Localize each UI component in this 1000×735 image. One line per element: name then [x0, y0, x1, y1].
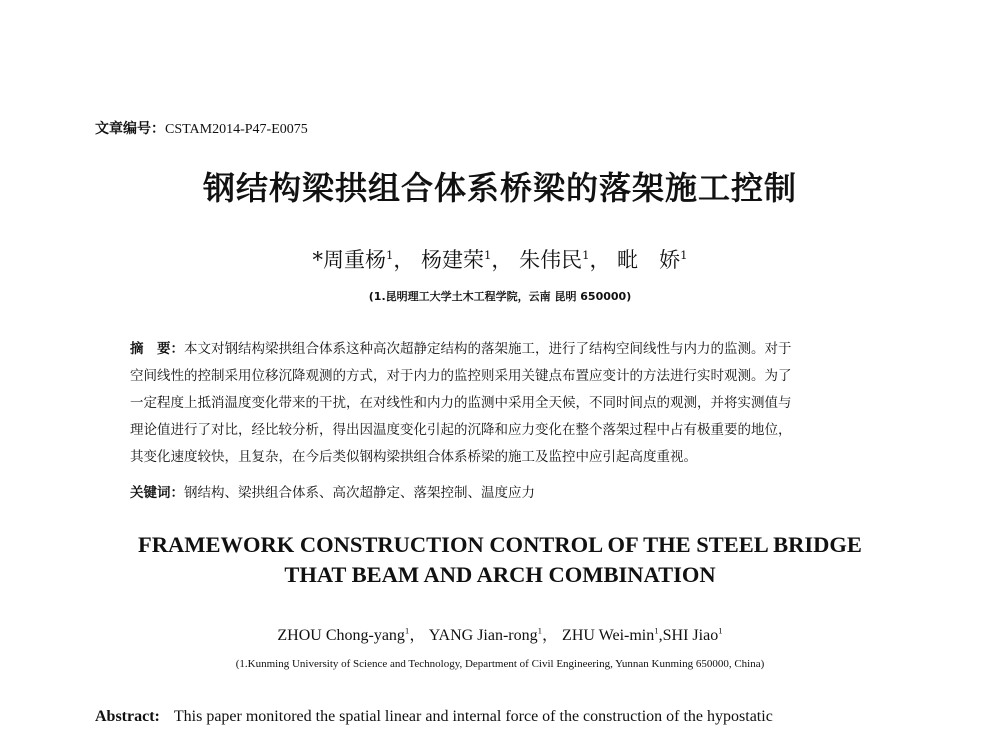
abstract-cn-line: 空间线性的控制采用位移沉降观测的方式，对于内力的监控则采用关键点布置应变计的方法进行实时观测。为了 — [130, 368, 792, 384]
abstract-cn-label: 摘 要： — [130, 341, 184, 357]
author-en: YANG Jian-rong — [428, 627, 538, 644]
author-cn: *周重杨 — [312, 248, 386, 272]
author-separator: ， — [393, 248, 415, 272]
abstract-en-label: Abstract: — [95, 708, 160, 725]
authors-cn — [0, 244, 1000, 274]
author-affiliation-mark: 1 — [404, 625, 410, 636]
keywords-label: 关键词： — [130, 485, 184, 501]
author-affiliation-mark: 1 — [582, 248, 590, 262]
abstract-cn — [130, 336, 885, 471]
paper-title-en-line: THAT BEAM AND ARCH COMBINATION — [284, 562, 716, 587]
author-affiliation-mark: 1 — [654, 625, 659, 636]
author-affiliation-mark: 1 — [680, 248, 688, 262]
author-cn: 朱伟民 — [519, 248, 583, 272]
author-en: ZHU Wei-min — [562, 627, 655, 644]
author-en: ZHOU Chong-yang — [277, 627, 405, 644]
author-separator: ， — [491, 248, 513, 272]
abstract-cn-line: 其变化速度较快，且复杂，在今后类似钢构梁拱组合体系桥梁的施工及监控中应引起高度重视。 — [130, 449, 697, 465]
article-number-value: CSTAM2014-P47-E0075 — [165, 122, 308, 137]
author-separator: ， — [409, 627, 426, 644]
paper-title-en — [0, 530, 1000, 590]
abstract-cn-line — [130, 336, 885, 363]
author-affiliation-mark: 1 — [484, 248, 492, 262]
keywords-value: 钢结构、梁拱组合体系、高次超静定、落架控制、温度应力 — [184, 485, 535, 501]
abstract-cn-line: 理论值进行了对比，经比较分析，得出因温度变化引起的沉降和应力变化在整个落架过程中占有极重要的地位， — [130, 422, 792, 438]
paper-title-en-line: FRAMEWORK CONSTRUCTION CONTROL OF THE STEEL BRIDGE — [138, 532, 862, 557]
paper-title-cn: 钢结构梁拱组合体系桥梁的落架施工控制 — [202, 169, 797, 207]
abstract-en — [95, 708, 915, 726]
author-affiliation-mark: 1 — [537, 625, 543, 636]
affiliation-cn: (1.昆明理工大学土木工程学院，云南 昆明 650000) — [368, 290, 632, 303]
author-separator: , — [658, 627, 663, 644]
author-separator: ， — [542, 627, 559, 644]
author-separator: ， — [589, 248, 611, 272]
keywords-cn — [130, 481, 535, 501]
author-cn: 杨建荣 — [421, 248, 485, 272]
authors-en — [0, 622, 1000, 645]
abstract-cn-text: 本文对钢结构梁拱组合体系这种高次超静定结构的落架施工，进行了结构空间线性与内力的监测。对于 — [184, 341, 792, 357]
affiliation-en: (1.Kunming University of Science and Technology, Department of Civil Engineering, Yunnan Kunming 650000, China) — [235, 658, 765, 670]
article-number-label: 文章编号： — [95, 122, 165, 137]
article-number — [95, 118, 308, 138]
abstract-cn-line: 一定程度上抵消温度变化带来的干扰，在对线性和内力的监测中采用全天候，不同时间点的观测，并将实测值与 — [130, 395, 792, 411]
author-affiliation-mark: 1 — [386, 248, 394, 262]
author-en: SHI Jiao — [662, 627, 719, 644]
author-cn: 毗 娇 — [617, 248, 681, 272]
abstract-en-text: This paper monitored the spatial linear and internal force of the construction of the hypostatic — [173, 708, 773, 725]
author-affiliation-mark: 1 — [718, 625, 723, 636]
